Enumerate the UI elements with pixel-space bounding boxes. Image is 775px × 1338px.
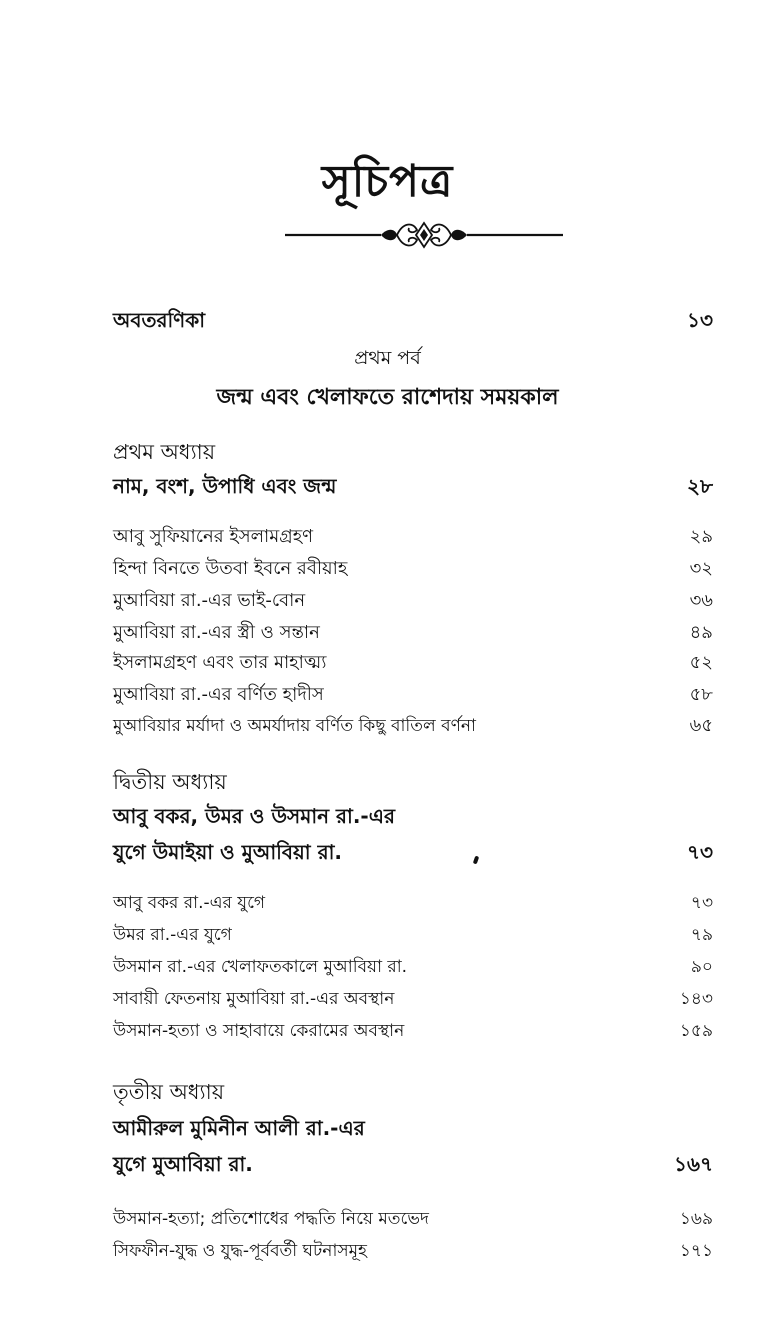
toc-entry: উমর রা.-এর যুগে ৭৯ [113,925,713,945]
page-title: সূচিপত্র [321,156,454,207]
chapter-label: দ্বিতীয় অধ্যায় [113,770,227,794]
chapter-heading-line: আমীরুল মুমিনীন আলী রা.-এর [113,1116,365,1140]
toc-entry: মুআবিয়া রা.-এর স্ত্রী ও সন্তান ৪৯ [113,622,713,643]
chapter-label: প্রথম অধ্যায় [113,440,216,464]
toc-entry: উসমান রা.-এর খেলাফতকালে মুআবিয়া রা. ৯০ [113,957,713,977]
chapter-heading [113,1150,713,1182]
toc-entry: হিন্দা বিনতে উতবা ইবনে রবীয়াহ ৩২ [113,558,713,579]
toc-entry: মুআবিয়ার মর্যাদা ও অমর্যাদায় বর্ণিত কিছু বাতিল বর্ণনা ৬৫ [113,715,713,736]
chapter-heading [113,838,713,870]
toc-entry: আবু সুফিয়ানের ইসলামগ্রহণ ২৯ [113,526,713,547]
chapter-heading-line: যুগে উমাইয়া ও মুআবিয়া রা. [113,840,342,864]
ornament-divider-icon [285,218,563,252]
chapter-label: তৃতীয় অধ্যায় [113,1080,225,1104]
toc-entry: আবু বকর রা.-এর যুগে ৭৩ [113,893,713,913]
chapter-heading-line: যুগে মুআবিয়া রা. [113,1152,253,1176]
toc-entry-intro [113,306,713,338]
chapter-heading-page: ৭৩ [686,840,713,864]
chapter-heading-line: নাম, বংশ, উপাধি এবং জন্ম [113,474,337,498]
toc-entry: সাবায়ী ফেতনায় মুআবিয়া রা.-এর অবস্থান ১৪৩ [113,989,713,1009]
chapter-heading-page: ১৬৭ [674,1152,713,1176]
toc-entry: উসমান-হত্যা; প্রতিশোধের পদ্ধতি নিয়ে মতভেদ ১৬৯ [113,1209,713,1229]
chapter-heading-page: ২৮ [687,474,713,498]
part-label: প্রথম পর্ব [354,347,421,369]
toc-entry: মুআবিয়া রা.-এর বর্ণিত হাদীস ৫৮ [113,684,713,705]
chapter-heading-line: আবু বকর, উমর ও উসমান রা.-এর [113,804,395,828]
toc-entry: ইসলামগ্রহণ এবং তার মাহাত্ম্য ৫২ [113,652,713,673]
toc-entry: উসমান-হত্যা ও সাহাবায়ে কেরামের অবস্থান ১৫৯ [113,1021,713,1041]
chapter-heading [113,1114,713,1146]
toc-entry-title: অবতরণিকা [113,308,206,332]
toc-entry-page: ১৩ [687,308,713,332]
chapter-heading [113,472,713,504]
toc-entry: মুআবিয়া রা.-এর ভাই-বোন ৩৬ [113,590,713,611]
toc-entry: সিফফীন-যুদ্ধ ও যুদ্ধ-পূর্ববর্তী ঘটনাসমূহ ১৭১ [113,1241,713,1261]
chapter-heading [113,802,713,834]
part-title: জন্ম এবং খেলাফতে রাশেদায় সময়কাল [216,385,559,410]
